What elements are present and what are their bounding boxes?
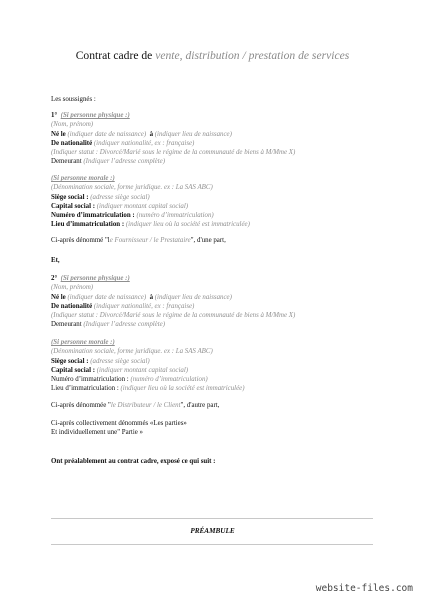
party1-demeurant-label: Demeurant [51,158,82,166]
prealablement-text: Ont préalablement au contrat cadre, exposé ce qui suit : [51,458,216,465]
party2-nationalite-value: (indiquer nationalité, ex : française) [93,302,195,310]
party1-demeurant-line [51,157,381,166]
prealablement-block [51,457,381,466]
et-block [51,256,381,265]
party1-immat-value: (numéro d’immatriculation) [136,212,214,220]
party2-capital-label: Capital social : [51,366,96,374]
party1-heading-line [51,111,381,120]
preambule-heading: PRÉAMBULE [190,527,235,535]
title-italic: vente, distribution / prestation de services [155,49,350,62]
party2-physique [51,274,381,330]
party2-statut: (Indiquer statut : Divorcé/Marié sous le régime de la communauté de biens à M/Mme X) [51,312,296,320]
party2-ne-le-label: Né le [51,293,66,301]
party2-immat-value: (numéro d’immatriculation) [130,376,208,384]
party2-ci-apres [51,401,381,410]
party2-lieu-line [51,384,381,393]
party1-denomination: (Dénomination sociale, forme juridique. ex : La SAS ABC) [51,184,213,192]
party2-ci-apres-role: le Distributeur / le Client [110,402,181,409]
et-text: Et, [51,257,60,264]
party1-ci-apres-role: e Fournisseur / le Prestataire [109,237,191,244]
party1-capital-value: (indiquer montant capital social) [96,202,189,210]
party2-capital-line [51,366,381,375]
party1-lieu-line [51,220,381,229]
parties-definition [51,419,381,438]
individuellement-text: Et individuellement une" Partie » [51,429,143,437]
document-title [0,49,425,62]
party1-ne-le-value: (indiquer date de naissance) [67,130,147,138]
party1-designation [51,236,381,245]
party1-demeurant-value: (Indiquer l’adresse complète) [83,158,166,166]
party1-siege-line [51,193,381,202]
collectivement-text: Ci-après collectivement dénommés «Les parties» [51,420,187,427]
party2-lieu-label: Lieu d’immatriculation : [51,385,119,393]
party1-ci-apres-post: ", d'une part, [190,237,226,244]
party1-ci-apres-pre: Ci-après dénommé "l [51,237,110,244]
party2-demeurant-line [51,320,381,329]
party2-naissance-line [51,293,381,302]
party2-demeurant-label: Demeurant [51,321,82,329]
intro-block [51,95,381,104]
party2-immat-line [51,375,381,384]
party1-nom: (Nom, prénom) [51,121,94,129]
party2-ci-apres-post: ", d'autre part, [180,402,220,409]
party2-nationalite-label: De nationalité [51,302,93,310]
party2-ci-apres-pre: Ci-après dénommée " [51,402,111,409]
party1-capital-label: Capital social : [51,202,96,210]
party2-nationalite-line [51,302,381,311]
intro-text: Les soussignés : [51,96,96,103]
party1-siege-value: (adresse siège social) [90,193,150,201]
party1-statut: (Indiquer statut : Divorcé/Marié sous le régime de la communauté de biens à M/Mme X) [51,149,296,157]
party1-physique-heading: (Si personne physique :) [60,112,130,119]
party1-nationalite-value: (indiquer nationalité, ex : française) [93,139,195,147]
preambule-bottom-divider [51,544,373,545]
preambule-top-divider [51,518,373,519]
party1-immat-label: Numéro d’immatriculation : [51,212,135,220]
party2-demeurant-value: (Indiquer l’adresse complète) [83,321,166,329]
party1-morale-heading: (Si personne morale :) [51,175,115,182]
party2-a-value: (indiquer lieu de naissance) [154,293,232,301]
party2-morale [51,338,381,394]
party2-morale-heading: (Si personne morale :) [51,339,115,346]
party1-ci-apres [51,236,381,245]
party1-physique [51,111,381,167]
party1-a-value: (indiquer lieu de naissance) [154,130,232,138]
party2-lieu-value: (indiquer lieu où la société est immatriculée) [120,385,245,393]
party2-siege-line [51,357,381,366]
party1-morale [51,174,381,230]
party1-siege-label: Siège social : [51,193,89,201]
party1-lieu-value: (indiquer lieu où la société est immatriculée) [125,221,250,229]
party1-naissance-line [51,130,381,139]
title-plain: Contrat cadre de [75,49,156,62]
party1-lieu-label: Lieu d’immatriculation : [51,221,125,229]
party2-ne-le-value: (indiquer date de naissance) [67,293,147,301]
party2-designation [51,401,381,410]
party2-capital-value: (indiquer montant capital social) [96,366,189,374]
party2-denomination: (Dénomination sociale, forme juridique. ex : La SAS ABC) [51,348,213,356]
party1-ne-le-label: Né le [51,130,66,138]
party2-heading-line [51,274,381,283]
party1-capital-line [51,202,381,211]
party2-physique-heading: (Si personne physique :) [60,275,130,282]
party1-nationalite-line [51,139,381,148]
party1-a-label: à [149,130,154,138]
party2-siege-value: (adresse siège social) [90,357,150,365]
party2-nom: (Nom, prénom) [51,284,94,292]
watermark: website-files.com [315,583,413,594]
party1-nationalite-label: De nationalité [51,139,93,147]
party2-a-label: à [149,293,154,301]
party1-immat-line [51,211,381,220]
party2-siege-label: Siège social : [51,357,89,365]
party2-immat-label: Numéro d’immatriculation : [51,376,129,384]
party2-number: 2° [51,275,58,282]
party1-number: 1° [51,112,58,119]
